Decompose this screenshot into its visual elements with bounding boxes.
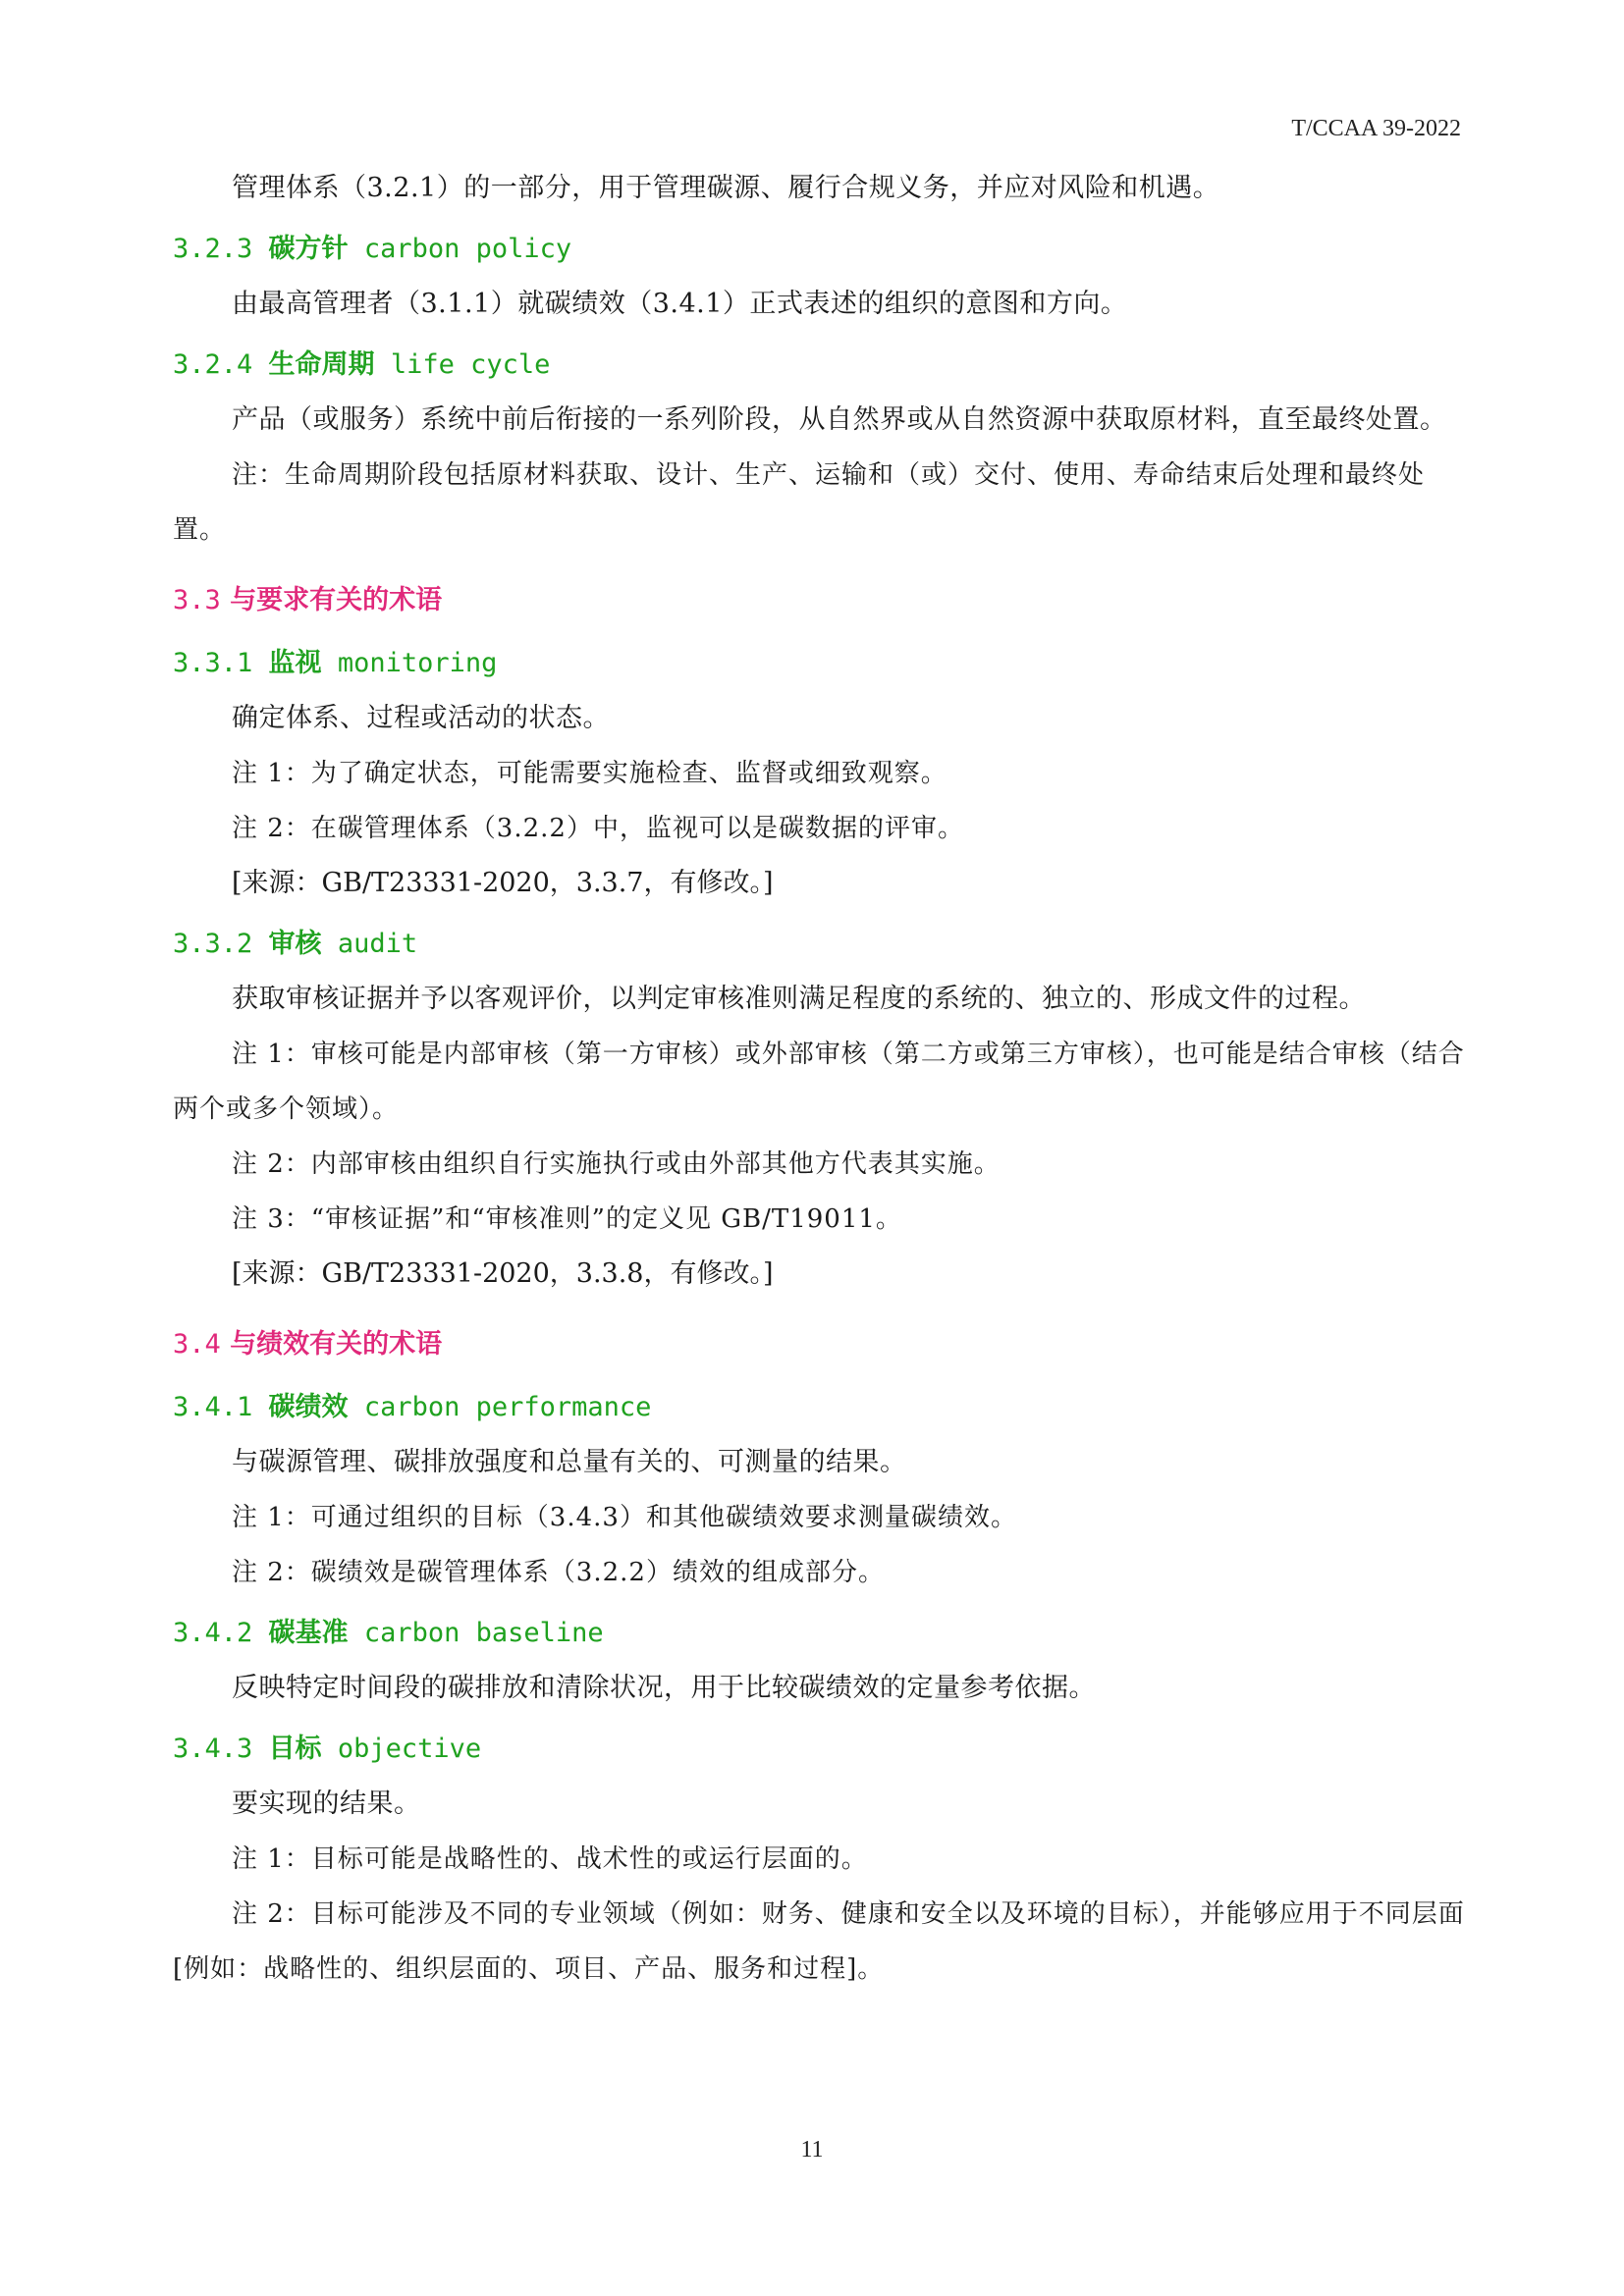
note-paragraph: 注 1：为了确定状态，可能需要实施检查、监督或细致观察。: [232, 759, 947, 788]
body-paragraph: 获取审核证据并予以客观评价，以判定审核准则满足程度的系统的、独立的、形成文件的过程。: [232, 984, 1366, 1014]
source-citation: [来源：GB/T23331-2020，3.3.7，有修改。]: [232, 868, 774, 898]
term-heading: [173, 338, 1469, 393]
term-chinese-name: 目标: [268, 1734, 322, 1764]
note-paragraph: 注 1：审核可能是内部审核（第一方审核）或外部审核（第二方或第三方审核），也可能是结合审核（结合两个或多个领域）。: [173, 1040, 1465, 1124]
body-paragraph: 产品（或服务）系统中前后衔接的一系列阶段，从自然界或从自然资源中获取原材料，直至最终处置。: [232, 404, 1447, 435]
term-chinese-name: 碳基准: [268, 1618, 349, 1648]
note-paragraph: 注 2：内部审核由组织自行实施执行或由外部其他方代表其实施。: [232, 1149, 1001, 1179]
term-heading: [173, 1606, 1469, 1661]
page-number: 11: [800, 2137, 824, 2163]
term-number: 3.3.1: [173, 648, 253, 678]
note-paragraph: 注：生命周期阶段包括原材料获取、设计、生产、运输和（或）交付、使用、寿命结束后处理和最终处置。: [173, 460, 1426, 545]
section-number: 3.3: [173, 585, 221, 615]
page-content: [173, 161, 1469, 1997]
term-heading: [173, 222, 1469, 277]
term-heading: [173, 917, 1469, 972]
document-code-header: T/CCAA 39-2022: [1291, 116, 1461, 141]
note-paragraph: 注 1：目标可能是战略性的、战术性的或运行层面的。: [232, 1844, 868, 1874]
note-paragraph: 注 2：目标可能涉及不同的专业领域（例如：财务、健康和安全以及环境的目标），并能够应用于不同层面[例如：战略性的、组织层面的、项目、产品、服务和过程]。: [173, 1899, 1465, 1984]
term-number: 3.4.3: [173, 1734, 253, 1764]
term-chinese-name: 碳绩效: [268, 1392, 349, 1422]
term-heading: [173, 1380, 1469, 1435]
body-paragraph: 反映特定时间段的碳排放和清除状况，用于比较碳绩效的定量参考依据。: [232, 1673, 1096, 1703]
section-title: 与要求有关的术语: [230, 585, 443, 615]
note-paragraph: 注 2：碳绩效是碳管理体系（3.2.2）绩效的组成部分。: [232, 1558, 885, 1587]
term-chinese-name: 审核: [268, 929, 322, 959]
term-number: 3.4.1: [173, 1392, 253, 1422]
term-chinese-name: 生命周期: [268, 349, 375, 380]
body-paragraph: 管理体系（3.2.1）的一部分，用于管理碳源、履行合规义务，并应对风险和机遇。: [232, 173, 1220, 203]
section-title: 与绩效有关的术语: [230, 1329, 443, 1360]
term-english-name: life cycle: [390, 349, 551, 380]
term-chinese-name: 监视: [268, 648, 322, 678]
term-english-name: objective: [337, 1734, 482, 1764]
term-english-name: audit: [337, 929, 418, 959]
section-heading: [173, 573, 1469, 628]
body-paragraph: 要实现的结果。: [232, 1789, 421, 1819]
body-paragraph: 由最高管理者（3.1.1）就碳绩效（3.4.1）正式表述的组织的意图和方向。: [232, 289, 1128, 319]
term-english-name: carbon policy: [363, 234, 572, 264]
term-number: 3.2.3: [173, 234, 253, 264]
note-paragraph: 注 1：可通过组织的目标（3.4.3）和其他碳绩效要求测量碳绩效。: [232, 1503, 1017, 1532]
body-paragraph: 与碳源管理、碳排放强度和总量有关的、可测量的结果。: [232, 1447, 907, 1477]
note-paragraph: 注 2：在碳管理体系（3.2.2）中，监视可以是碳数据的评审。: [232, 814, 964, 843]
term-english-name: carbon baseline: [363, 1618, 604, 1648]
source-citation: [来源：GB/T23331-2020，3.3.8，有修改。]: [232, 1258, 774, 1289]
body-paragraph: 确定体系、过程或活动的状态。: [232, 703, 610, 733]
term-number: 3.2.4: [173, 349, 253, 380]
term-heading: [173, 636, 1469, 691]
note-paragraph: 注 3：“审核证据”和“审核准则”的定义见 GB/T19011。: [232, 1204, 902, 1234]
term-english-name: monitoring: [337, 648, 498, 678]
section-heading: [173, 1317, 1469, 1372]
term-number: 3.4.2: [173, 1618, 253, 1648]
term-chinese-name: 碳方针: [268, 234, 349, 264]
term-number: 3.3.2: [173, 929, 253, 959]
term-heading: [173, 1722, 1469, 1777]
term-english-name: carbon performance: [363, 1392, 652, 1422]
section-number: 3.4: [173, 1329, 221, 1360]
